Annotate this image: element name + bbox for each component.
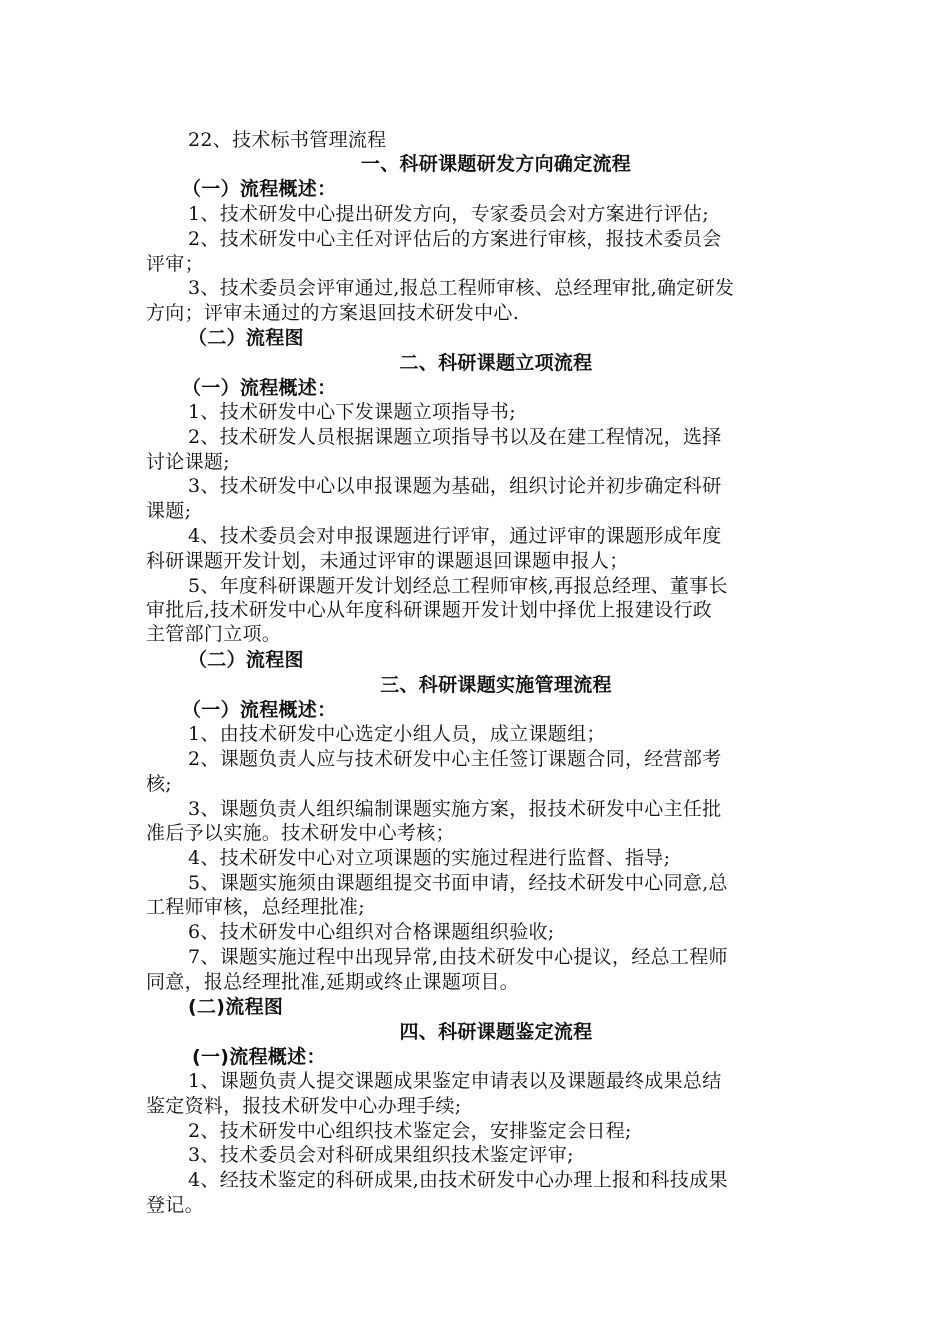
section-1-overview-heading: （一）流程概述： (182, 178, 337, 200)
section-3-item-4: 4、技术研发中心对立项课题的实施过程进行监督、指导; (188, 847, 671, 869)
section-4-item-4-cont: 登记。 (146, 1194, 204, 1216)
section-2-item-2: 2、技术研发人员根据课题立项指导书以及在建工程情况，选择 (188, 426, 722, 448)
section-1-item-3-cont: 方向；评审未通过的方案退回技术研发中心. (146, 302, 520, 324)
doc-top-title: 22、技术标书管理流程 (188, 129, 387, 151)
section-1-item-1: 1、技术研发中心提出研发方向，专家委员会对方案进行评估; (188, 203, 709, 225)
section-2-item-5: 5、年度科研课题开发计划经总工程师审核,再报总经理、董事长 (188, 575, 728, 597)
section-4-title: 四、科研课题鉴定流程 (399, 1021, 593, 1043)
section-3-title: 三、科研课题实施管理流程 (380, 674, 612, 696)
section-1-item-2: 2、技术研发中心主任对评估后的方案进行审核，报技术委员会 (188, 228, 722, 250)
section-2-item-4: 4、技术委员会对申报课题进行评审，通过评审的课题形成年度 (188, 525, 722, 547)
section-4-item-3: 3、技术委员会对科研成果组织技术鉴定评审; (188, 1144, 574, 1166)
section-2-item-5-cont: 审批后,技术研发中心从年度科研课题开发计划中择优上报建设行政 (146, 599, 713, 621)
section-1-chart-heading: （二）流程图 (188, 327, 304, 349)
section-3-item-3-cont: 准后予以实施。技术研发中心考核； (146, 822, 455, 844)
section-2-item-3-cont: 课题; (146, 500, 192, 522)
section-4-overview-heading: (一)流程概述： (192, 1046, 326, 1068)
section-3-overview-heading: （一）流程概述： (182, 699, 337, 721)
section-3-item-2-cont: 核; (146, 773, 173, 795)
section-4-item-1-cont: 鉴定资料，报技术研发中心办理手续; (146, 1095, 462, 1117)
section-4-item-1: 1、课题负责人提交课题成果鉴定申请表以及课题最终成果总结 (188, 1070, 722, 1092)
section-4-item-2: 2、技术研发中心组织技术鉴定会，安排鉴定会日程; (188, 1120, 632, 1142)
section-3-item-7-cont: 同意，报总经理批准,延期或终止课题项目。 (146, 971, 520, 993)
section-2-item-2-cont: 讨论课题; (146, 451, 230, 473)
section-2-chart-heading: （二）流程图 (188, 649, 304, 671)
section-1-item-3: 3、技术委员会评审通过,报总工程师审核、总经理审批,确定研发 (188, 277, 735, 299)
section-2-item-1: 1、技术研发中心下发课题立项指导书; (188, 401, 516, 423)
section-3-item-3: 3、课题负责人组织编制课题实施方案，报技术研发中心主任批 (188, 798, 722, 820)
section-3-item-5: 5、课题实施须由课题组提交书面申请，经技术研发中心同意,总 (188, 872, 728, 894)
section-2-item-4-cont: 科研课题开发计划，未通过评审的课题退回课题申报人； (146, 550, 629, 572)
section-3-chart-heading: (二)流程图 (188, 996, 284, 1018)
section-1-title: 一、科研课题研发方向确定流程 (360, 153, 632, 175)
section-2-item-3: 3、技术研发中心以申报课题为基础，组织讨论并初步确定科研 (188, 475, 722, 497)
section-3-item-5-cont: 工程师审核，总经理批准; (146, 896, 366, 918)
section-4-item-4: 4、经技术鉴定的科研成果,由技术研发中心办理上报和科技成果 (188, 1169, 728, 1191)
section-3-item-1: 1、由技术研发中心选定小组人员，成立课题组； (188, 723, 606, 745)
section-3-item-2: 2、课题负责人应与技术研发中心主任签订课题合同，经营部考 (188, 748, 722, 770)
section-1-item-2-cont: 评审； (146, 253, 204, 275)
section-2-item-5-cont-2: 主管部门立项。 (146, 623, 282, 645)
section-3-item-7: 7、课题实施过程中出现异常,由技术研发中心提议，经总工程师 (188, 946, 728, 968)
section-3-item-6: 6、技术研发中心组织对合格课题组织验收; (188, 921, 555, 943)
section-2-overview-heading: （一）流程概述： (182, 377, 337, 399)
section-2-title: 二、科研课题立项流程 (399, 352, 593, 374)
